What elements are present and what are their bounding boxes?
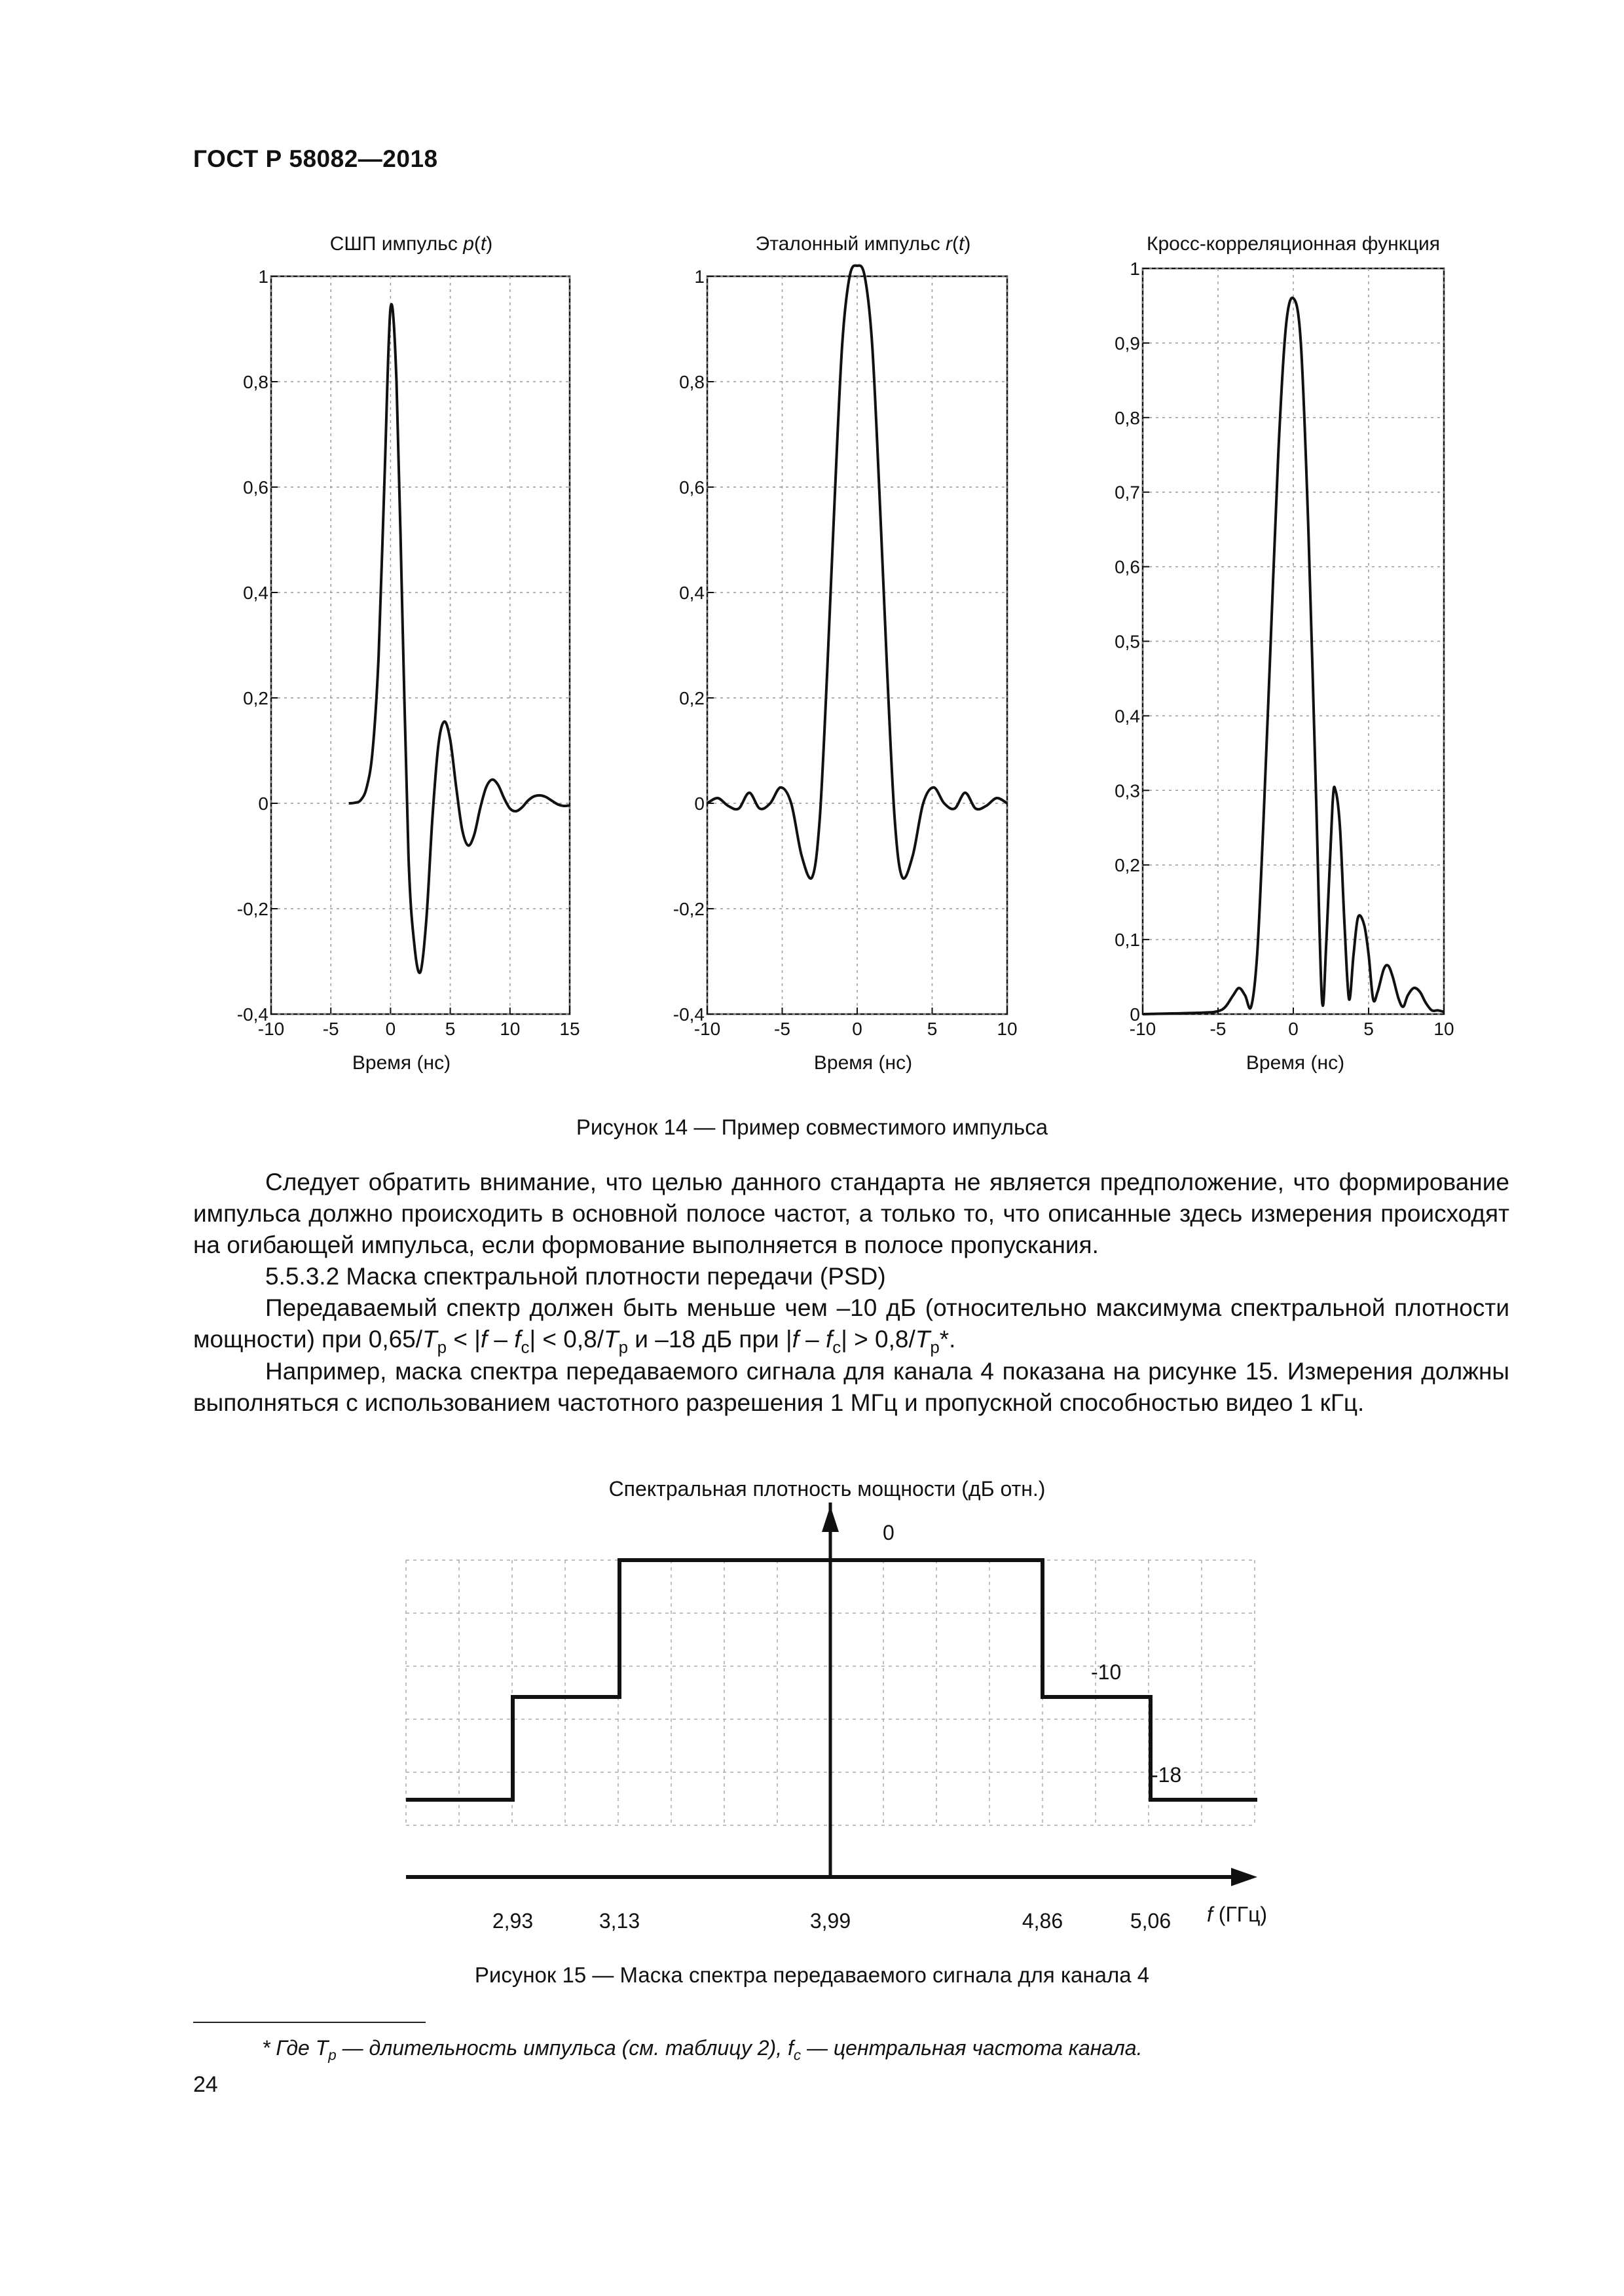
y-tick-label: 0,7 xyxy=(1115,482,1140,503)
y-tick-label: 1 xyxy=(694,266,705,287)
y-tick-label: 0,2 xyxy=(243,688,268,708)
figure-15 xyxy=(0,1467,1624,1938)
x-tick-label: -10 xyxy=(693,1019,721,1039)
svg-text:Эталонный импульс r(t) xyxy=(756,233,971,255)
y-tick-label: 0,5 xyxy=(1115,631,1140,652)
y-tick-label: -0,2 xyxy=(673,899,705,919)
svg-text:СШП импульс p(t) xyxy=(330,233,493,255)
mask-x-tick-label: 3,13 xyxy=(599,1909,640,1933)
y-tick-label: 0,8 xyxy=(679,372,705,392)
y-tick-label: -0,4 xyxy=(673,1004,705,1025)
y-tick-label: 0,4 xyxy=(243,583,268,603)
mask-x-tick-label: 3,99 xyxy=(809,1909,851,1933)
x-tick-label: 10 xyxy=(500,1019,521,1039)
figure-15-ylabel: Спектральная плотность мощности (дБ отн.) xyxy=(608,1477,1046,1501)
panel-2-title xyxy=(756,233,971,255)
footnote-rule xyxy=(193,2022,426,2023)
panel-3-title: Кросс-корреляционная функция xyxy=(1146,233,1441,255)
panel-1-title-open: ( xyxy=(473,233,481,255)
y-tick-label: -0,4 xyxy=(236,1004,268,1025)
x-tick-label: -5 xyxy=(1209,1019,1227,1039)
series-line xyxy=(349,304,570,973)
y-tick-label: 0,8 xyxy=(1115,407,1140,428)
panel-2-title-arg: t xyxy=(959,233,965,255)
x-tick-label: -5 xyxy=(322,1019,339,1039)
y-tick-label: 0,4 xyxy=(679,583,705,603)
x-tick-label: 0 xyxy=(385,1019,396,1039)
x-tick-label: 0 xyxy=(852,1019,862,1039)
panel-1-title-arg: t xyxy=(480,233,487,255)
y-tick-label: 0,1 xyxy=(1115,930,1140,951)
panel-1-title-var: p xyxy=(463,233,474,255)
y-tick-label: 0,2 xyxy=(679,688,705,708)
panel-1-xlabel: Время (нс) xyxy=(352,1052,451,1074)
x-tick-label: 15 xyxy=(559,1019,580,1039)
x-axis-arrow xyxy=(1231,1868,1257,1886)
y-tick-label: 0,6 xyxy=(243,477,268,498)
x-tick-label: -5 xyxy=(774,1019,790,1039)
x-tick-label: 0 xyxy=(1288,1019,1299,1039)
x-tick-label: 10 xyxy=(1433,1019,1454,1039)
y-axis-arrow xyxy=(822,1506,839,1532)
mask-level-label: -18 xyxy=(1151,1763,1182,1787)
section-heading-psd-mask: 5.5.3.2 Маска спектральной плотности передачи (PSD) xyxy=(265,1263,886,1290)
document-header: ГОСТ Р 58082—2018 xyxy=(193,145,438,172)
y-tick-label: 0,2 xyxy=(1115,855,1140,876)
y-tick-label: 0,3 xyxy=(1115,780,1140,801)
figure-14-caption: Рисунок 14 — Пример совместимого импульса xyxy=(576,1115,1048,1139)
mask-x-tick-label: 4,86 xyxy=(1022,1909,1063,1933)
mask-x-tick-label: 2,93 xyxy=(492,1909,534,1933)
y-tick-label: 0 xyxy=(1130,1004,1140,1025)
y-tick-label: 0,6 xyxy=(1115,556,1140,577)
paragraph-channel4-example: Например, маска спектра передаваемого сигнала для канала 4 показана на рисунке 15. Измерения должны выполняться с использованием частотного разрешения 1 МГц и пропускной способностью видео 1 кГц. xyxy=(193,1358,1509,1416)
y-tick-label: 1 xyxy=(1130,259,1140,279)
y-tick-label: -0,2 xyxy=(236,899,268,919)
mask-x-tick-label: 5,06 xyxy=(1130,1909,1172,1933)
y-tick-label: 0,8 xyxy=(243,372,268,392)
y-tick-label: 0 xyxy=(694,793,705,814)
mask-xlabel xyxy=(1207,1903,1267,1926)
panel-2-title-close: ) xyxy=(964,233,971,255)
mask-xlabel-unit: (ГГц) xyxy=(1212,1903,1268,1926)
panel-1-title-close: ) xyxy=(486,233,493,255)
paragraph-baseband-note: Следует обратить внимание, что целью данного стандарта не является предположение, что формирование импульса должно происходить в основной полосе частот, а только то, что описанные здесь измерения происходят на огибающей импульса, если формование выполняется в полосе пропускания. xyxy=(193,1169,1509,1258)
mask-xlabel-var: f xyxy=(1207,1903,1213,1926)
panel-1-title-prefix: СШП импульс xyxy=(329,233,464,255)
page-number: 24 xyxy=(193,2072,218,2097)
x-tick-label: 10 xyxy=(997,1019,1018,1039)
plot-cross-correlation xyxy=(1115,259,1454,1039)
y-tick-label: 1 xyxy=(258,266,268,287)
x-tick-label: 5 xyxy=(1363,1019,1374,1039)
y-tick-label: 0,4 xyxy=(1115,706,1140,727)
panel-3-xlabel: Время (нс) xyxy=(1246,1052,1345,1074)
plot-reference-pulse xyxy=(673,266,1018,1039)
y-tick-label: 0 xyxy=(258,793,268,814)
mask-level-label: -10 xyxy=(1091,1660,1122,1684)
figure-15-caption: Рисунок 15 — Маска спектра передаваемого сигнала для канала 4 xyxy=(474,1963,1150,1987)
footnote: * Где $T_p$ — длительность импульса (см. таблицу 2), $f_c$ — центральная частота канала. xyxy=(262,2036,1143,2064)
x-tick-label: 5 xyxy=(927,1019,938,1039)
y-tick-label: 0,6 xyxy=(679,477,705,498)
y-tick-label: 0,9 xyxy=(1115,333,1140,354)
panel-2-title-open: ( xyxy=(952,233,959,255)
paragraph-psd-limits: Передаваемый спектр должен быть меньше чем –10 дБ (относительно максимума спектральной плотности мощности) при $0,65/T_p < |f - f_c| < 0,8/T_p$ и –18 дБ при $|f - f_c| > 0,8/T_p*$. xyxy=(193,1294,1509,1357)
panel-2-xlabel: Время (нс) xyxy=(813,1052,913,1074)
plot-uwb-pulse xyxy=(237,266,580,1039)
mask-level-label: 0 xyxy=(883,1521,895,1544)
x-tick-label: -10 xyxy=(1129,1019,1156,1039)
panel-1-title xyxy=(330,233,493,255)
plot-frame xyxy=(271,276,570,1014)
x-tick-label: 5 xyxy=(445,1019,456,1039)
panel-2-title-var: r xyxy=(946,233,953,255)
panel-2-title-prefix: Эталонный импульс xyxy=(755,233,946,255)
x-tick-label: -10 xyxy=(257,1019,285,1039)
